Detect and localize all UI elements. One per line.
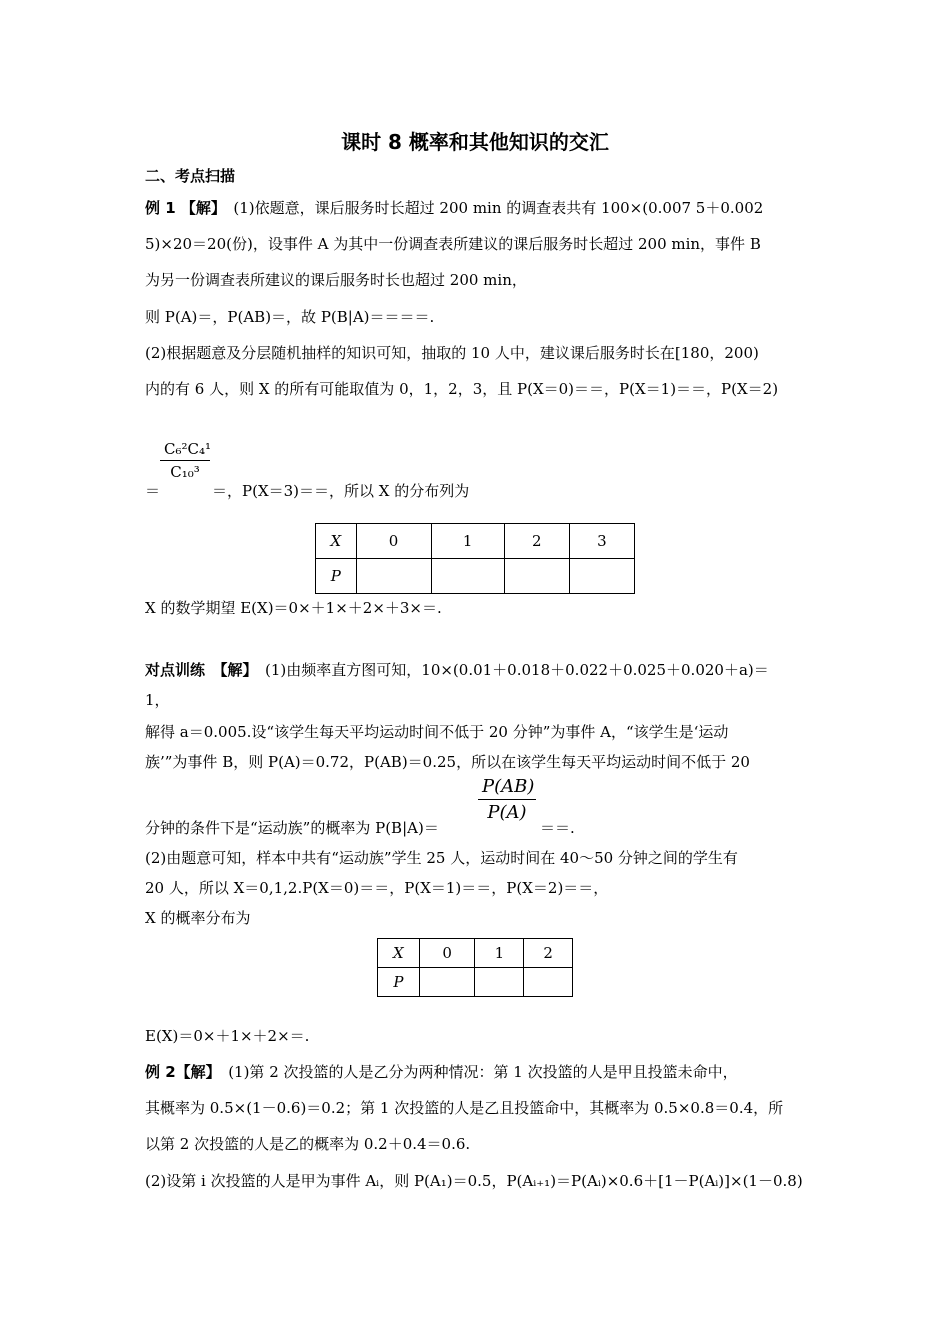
fraction-numerator: C₆²C₄¹ (160, 440, 210, 461)
example1-line-3: 为另一份调查表所建议的课后服务时长也超过 200 min， (145, 271, 527, 289)
practice-text: (1)由频率直方图可知，10×(0.01＋0.018＋0.022＋0.025＋0.020＋a)＝ (265, 661, 769, 679)
table-cell: P (316, 559, 357, 594)
table-cell: X (316, 524, 357, 559)
table-cell: X (378, 939, 420, 968)
table-row (378, 968, 573, 997)
example2-line-4: (2)设第 i 次投篮的人是甲为事件 Aᵢ，则 P(A₁)＝0.5，P(Aᵢ₊₁)＝P(Aᵢ)×0.6＋[1－P(Aᵢ)]×(1－0.8) (145, 1172, 803, 1190)
fraction-denominator: P(A) (487, 802, 527, 823)
practice-line-6: 20 人，所以 X＝0,1,2.P(X＝0)＝＝，P(X＝1)＝＝，P(X＝2)＝＝， (145, 879, 609, 897)
example2-line-2: 其概率为 0.5×(1－0.6)＝0.2；第 1 次投篮的人是乙且投篮命中，其概率为 0.5×0.8＝0.4，所 (145, 1099, 784, 1117)
example2-text: (1)第 2 次投篮的人是乙分为两种情况：第 1 次投篮的人是甲且投篮未命中， (228, 1063, 738, 1081)
practice-line-5: (2)由题意可知，样本中共有“运动族”学生 25 人，运动时间在 40～50 分钟之间的学生有 (145, 849, 738, 867)
table-cell: 1 (431, 524, 504, 559)
table-row (316, 524, 635, 559)
example1-label: 例 1 【解】 (145, 199, 219, 217)
example1-text: (1)依题意，课后服务时长超过 200 min 的调查表共有 100×(0.007 5＋0.002 (233, 199, 764, 217)
example1-line-6: 内的有 6 人，则 X 的所有可能取值为 0，1，2，3，且 P(X＝0)＝＝，P(X＝1)＝＝，P(X＝2) (145, 380, 779, 398)
practice-line-7: X 的概率分布为 (145, 909, 251, 927)
example1-line-1 (145, 198, 810, 218)
table-cell: 1 (475, 939, 524, 968)
table-cell: P (378, 968, 420, 997)
example2-line-1 (145, 1062, 810, 1082)
table-row (316, 559, 635, 594)
practice-cond-prefix: 分钟的条件下是“运动族”的概率为 P(B|A)＝ (145, 819, 439, 837)
table-cell: 0 (356, 524, 431, 559)
example1-eq-sign: ＝ (145, 482, 161, 500)
section-heading: 二、考点扫描 (145, 167, 236, 185)
combination-fraction (160, 440, 210, 481)
example1-line-5: (2)根据题意及分层随机抽样的知识可知，抽取的 10 人中，建议课后服务时长在[180，200) (145, 344, 759, 362)
practice-line-3: 解得 a＝0.005.设“该学生每天平均运动时间不低于 20 分钟”为事件 A，“该学生是‘运动 (145, 723, 729, 741)
table-cell: 2 (524, 939, 573, 968)
table-cell (569, 559, 634, 594)
example1-line-7: ＝，P(X＝3)＝＝，所以 X 的分布列为 (212, 482, 470, 500)
table-cell (504, 559, 569, 594)
distribution-table-2 (377, 938, 573, 997)
practice-cond-suffix: ＝＝. (540, 819, 575, 837)
table-cell (524, 968, 573, 997)
fraction-numerator: P(AB) (478, 776, 536, 800)
table-row (378, 939, 573, 968)
page-title: 课时 8 概率和其他知识的交汇 (341, 130, 609, 154)
example1-line-2: 5)×20＝20(份)，设事件 A 为其中一份调查表所建议的课后服务时长超过 200 min，事件 B (145, 235, 761, 253)
table-cell (431, 559, 504, 594)
practice-expectation: E(X)＝0×＋1×＋2×＝. (145, 1027, 310, 1045)
practice-line-1 (145, 660, 810, 680)
table-cell (419, 968, 475, 997)
example2-label: 例 2【解】 (145, 1063, 214, 1081)
example1-expectation: X 的数学期望 E(X)＝0×＋1×＋2×＋3×＝. (145, 599, 442, 617)
practice-line-2: 1， (145, 691, 170, 709)
fraction-denominator: C₁₀³ (170, 463, 200, 481)
distribution-table-1 (315, 523, 635, 594)
table-cell: 3 (569, 524, 634, 559)
table-cell (475, 968, 524, 997)
table-cell: 2 (504, 524, 569, 559)
practice-label: 对点训练 【解】 (145, 661, 251, 679)
table-cell: 0 (419, 939, 475, 968)
table-cell (356, 559, 431, 594)
example2-line-3: 以第 2 次投篮的人是乙的概率为 0.2＋0.4＝0.6. (145, 1135, 471, 1153)
practice-line-4: 族’”为事件 B，则 P(A)＝0.72，P(AB)＝0.25，所以在该学生每天平均运动时间不低于 20 (145, 753, 750, 771)
example1-line-4: 则 P(A)＝，P(AB)＝，故 P(B|A)＝＝＝＝. (145, 308, 435, 326)
conditional-fraction (478, 776, 536, 823)
